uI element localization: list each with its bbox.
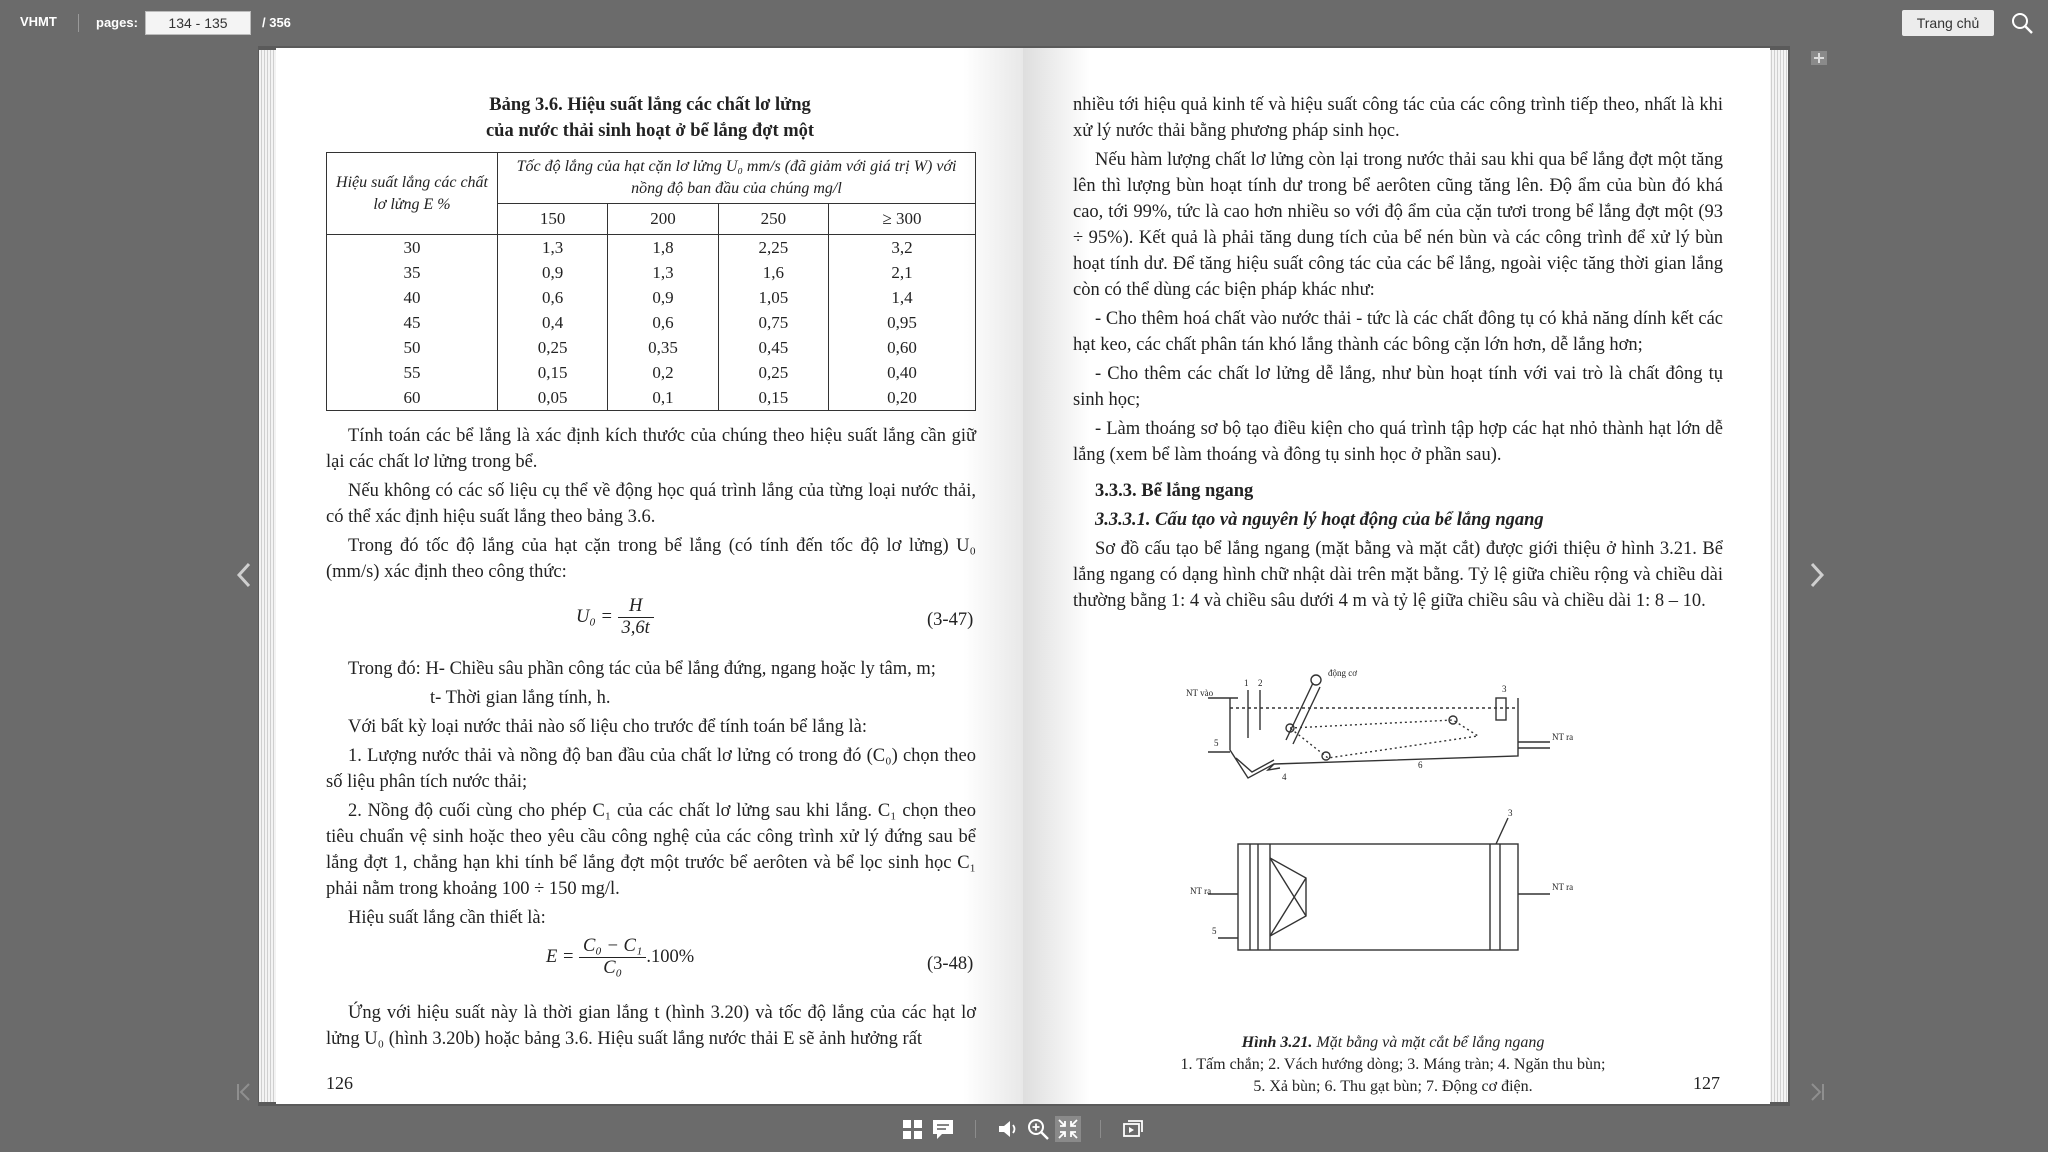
caption-figure-title: Mặt bằng và mặt cắt bể lắng ngang — [1312, 1034, 1545, 1051]
formula-3-47 — [576, 596, 654, 639]
toolbar-divider — [975, 1120, 976, 1138]
formula-numerator: H — [618, 596, 654, 618]
subsection-heading: 3.3.3.1. Cấu tạo và nguyên lý hoạt động của bể lắng ngang — [1095, 510, 1544, 530]
section-heading: 3.3.3. Bể lắng ngang — [1095, 481, 1254, 501]
first-page-icon[interactable] — [233, 1080, 257, 1104]
left-text-block-2 — [326, 656, 976, 934]
figure-caption-legend-1: 1. Tấm chắn; 2. Vách hướng dòng; 3. Máng tràn; 4. Ngăn thu bùn; — [1180, 1056, 1606, 1073]
table-row — [327, 360, 976, 385]
table-header-efficiency: Hiệu suất lắng các chất lơ lửng E % — [327, 153, 498, 235]
table-row — [327, 385, 976, 411]
figure-caption-legend-2: 5. Xả bùn; 6. Thu gạt bùn; 7. Động cơ điện. — [1253, 1078, 1533, 1095]
tank-section-outline — [1230, 698, 1518, 778]
table-cell: 0,05 — [498, 385, 608, 411]
equation-number: (3-47) — [927, 610, 974, 630]
figure-3-21-settling-tank — [1178, 668, 1618, 988]
table-cell: 3,2 — [828, 235, 975, 261]
pages-total: / 356 — [262, 15, 291, 30]
table-cell: 0,4 — [498, 310, 608, 335]
slideshow-icon[interactable] — [1120, 1116, 1146, 1142]
book-edge-right — [1768, 50, 1788, 1102]
table-cell: 0,9 — [608, 285, 718, 310]
paragraph: - Cho thêm hoá chất vào nước thải - tức là các chất đông tụ có khả năng dính kết các hạt keo, các chất phân tán khó lắng thành các bông cặn lớn hơn, dễ lắng hơn; — [1073, 309, 1723, 355]
table-cell: 0,9 — [498, 260, 608, 285]
table-row — [327, 260, 976, 285]
equation-number: (3-48) — [927, 954, 974, 974]
table-cell: 1,6 — [718, 260, 828, 285]
paragraph: Nếu không có các số liệu cụ thể về động học quá trình lắng của từng loại nước thải, có thể xác định hiệu suất lắng theo bảng 3.6. — [326, 481, 976, 527]
toolbar-divider — [1100, 1120, 1101, 1138]
figure-label-outlet-plan: NT ra — [1552, 882, 1574, 892]
formula-denominator: C₀ — [603, 958, 623, 978]
search-icon[interactable] — [2010, 11, 2034, 35]
formula-rhs: .100% — [646, 946, 695, 967]
previous-page-icon[interactable] — [233, 560, 257, 590]
tank-plan-outline — [1238, 844, 1518, 950]
table-cell: 1,8 — [608, 235, 718, 261]
caption-figure-number: Hình 3.21. — [1241, 1034, 1313, 1051]
fit-screen-icon[interactable] — [1055, 1116, 1081, 1142]
table-row — [327, 235, 976, 261]
page-number-left: 126 — [326, 1073, 353, 1093]
table-cell: 0,2 — [608, 360, 718, 385]
paragraph: Hiệu suất lắng cần thiết là: — [348, 908, 546, 928]
bottom-toolbar — [0, 1108, 2048, 1152]
comments-icon[interactable] — [930, 1116, 956, 1142]
paragraph: - Làm thoáng sơ bộ tạo điều kiện cho quá trình tập hợp các hạt nhỏ thành hạt lớn dễ lắng (xem bể làm thoáng và đông tụ sinh học ở phần sau). — [1073, 419, 1723, 465]
figure-label-motor: động cơ — [1328, 668, 1358, 678]
paragraph: Nếu hàm lượng chất lơ lửng còn lại trong nước thải sau khi qua bể lắng đợt một tăng lên thì lượng bùn hoạt tính dư trong bể aerôten cũng tăng lên. Độ ẩm của bùn đó khá cao, tới 99%, tức là cao hơn nhiều so với độ ẩm của cặn tươi trong bể lắng đợt một (93 ÷ 95%). Kết quả là phải tăng dung tích của bể nén bùn và các công trình để xử lý bùn hoạt tính dư. Để tăng hiệu suất công tác của các bể lắng, ngoài việc tăng thời gian lắng còn có thể dùng các biện pháp khác như: — [1073, 150, 1723, 300]
page-number-right: 127 — [1693, 1073, 1720, 1093]
table-cell: 1,4 — [828, 285, 975, 310]
table-subheader: 200 — [608, 204, 718, 235]
settling-efficiency-table — [326, 152, 976, 411]
table-title-line-1: Bảng 3.6. Hiệu suất lắng các chất lơ lửng — [489, 95, 811, 115]
table-cell: 45 — [327, 310, 498, 335]
table-cell: 0,6 — [498, 285, 608, 310]
table-cell: 0,25 — [498, 335, 608, 360]
thumbnails-grid-icon[interactable] — [900, 1116, 926, 1142]
overflow-weir — [1496, 698, 1506, 720]
paragraph: Tính toán các bể lắng là xác định kích thước của chúng theo hiệu suất lắng cần giữ lại các chất lơ lửng trong bể. — [326, 426, 976, 472]
table-cell: 0,1 — [608, 385, 718, 411]
table-row — [327, 335, 976, 360]
table-subheader: ≥ 300 — [828, 204, 975, 235]
figure-label-inlet: NT vào — [1186, 688, 1214, 698]
top-toolbar — [0, 0, 2048, 46]
table-cell: 0,6 — [608, 310, 718, 335]
page-number-input[interactable] — [145, 11, 251, 35]
paragraph: Trong đó tốc độ lắng của hạt cặn trong bể lắng (có tính đến tốc độ lơ lửng) U₀ (mm/s) xác định theo công thức: — [326, 536, 976, 582]
table-cell: 0,45 — [718, 335, 828, 360]
formula-lhs: E = — [546, 946, 575, 967]
table-cell: 1,3 — [608, 260, 718, 285]
figure-label: 5 — [1212, 926, 1217, 936]
paragraph: - Cho thêm các chất lơ lửng dễ lắng, như bùn hoạt tính với vai trò là chất đông tụ sinh học; — [1073, 364, 1723, 410]
table-cell: 2,25 — [718, 235, 828, 261]
table-row — [327, 310, 976, 335]
table-cell: 1,3 — [498, 235, 608, 261]
figure-label: 4 — [1282, 772, 1287, 782]
left-text-block-1 — [326, 423, 976, 588]
last-page-icon[interactable] — [1804, 1080, 1828, 1104]
paragraph: nhiều tới hiệu quả kinh tế và hiệu suất công tác của các công trình tiếp theo, nhất là khi xử lý nước thải bằng phương pháp sinh học. — [1073, 95, 1723, 141]
bookmark-icon[interactable] — [1810, 50, 1828, 66]
next-page-icon[interactable] — [1804, 560, 1828, 590]
sludge-scraper-chain — [1290, 720, 1478, 758]
toolbar-divider — [78, 14, 79, 32]
table-subheader: 150 — [498, 204, 608, 235]
formula-denominator: 3,6t — [621, 618, 650, 638]
table-cell: 0,75 — [718, 310, 828, 335]
table-cell: 55 — [327, 360, 498, 385]
table-cell: 2,1 — [828, 260, 975, 285]
sound-icon[interactable] — [996, 1116, 1022, 1142]
table-cell: 0,60 — [828, 335, 975, 360]
table-cell: 0,15 — [718, 385, 828, 411]
figure-label-outlet: NT ra — [1552, 732, 1574, 742]
right-text-block-1 — [1073, 92, 1723, 617]
table-header-velocity: Tốc độ lắng của hạt cặn lơ lửng U₀ mm/s (đã giảm với giá trị W) với nồng độ ban đầu của chúng mg/l — [498, 153, 976, 204]
figure-label: 3 — [1508, 808, 1513, 818]
table-cell: 0,15 — [498, 360, 608, 385]
table-cell: 0,35 — [608, 335, 718, 360]
formula-3-48 — [546, 936, 694, 979]
table-cell: 30 — [327, 235, 498, 261]
brand-label: VHMT — [20, 14, 57, 29]
table-row — [327, 285, 976, 310]
page-right[interactable] — [1023, 48, 1770, 1104]
home-button[interactable]: Trang chủ — [1902, 10, 1994, 36]
paragraph: 2. Nồng độ cuối cùng cho phép C₁ của các chất lơ lửng sau khi lắng. C₁ chọn theo tiêu chuẩn vệ sinh hoặc theo yêu cầu công nghệ của các công trình xử lý đứng sau bể lắng đợt 1, chẳng hạn khi tính bể lắng đợt một trước bể aerôten và bể lọc sinh học C₁ phải nằm trong khoảng 100 ÷ 150 mg/l. — [326, 801, 976, 899]
figure-label: 3 — [1502, 684, 1507, 694]
paragraph: t- Thời gian lắng tính, h. — [430, 688, 611, 708]
table-cell: 50 — [327, 335, 498, 360]
table-cell: 40 — [327, 285, 498, 310]
table-cell: 1,05 — [718, 285, 828, 310]
table-cell: 0,40 — [828, 360, 975, 385]
table-cell: 0,95 — [828, 310, 975, 335]
paragraph: Sơ đồ cấu tạo bể lắng ngang (mặt bằng và mặt cắt) được giới thiệu ở hình 3.21. Bể lắng ngang có dạng hình chữ nhật dài trên mặt bằng. Tỷ lệ giữa chiều rộng và chiều dài thường bằng 1: 4 và chiều sâu dưới 4 m và tỷ lệ giữa chiều sâu và chiều dài 1: 8 – 10. — [1073, 539, 1723, 611]
figure-label-inlet-plan: NT ra — [1190, 886, 1212, 896]
pages-label: pages: — [96, 15, 138, 30]
figure-caption-title — [1063, 1032, 1723, 1054]
table-subheader: 250 — [718, 204, 828, 235]
figure-label: 1 — [1244, 678, 1249, 688]
figure-label: 5 — [1214, 738, 1219, 748]
page-left[interactable] — [276, 48, 1023, 1104]
formula-lhs: U₀ = — [576, 606, 613, 627]
table-cell: 0,20 — [828, 385, 975, 411]
figure-label: 2 — [1258, 678, 1263, 688]
motor-icon — [1311, 675, 1321, 685]
paragraph: Trong đó: H- Chiều sâu phần công tác của bể lắng đứng, ngang hoặc ly tâm, m; — [348, 659, 936, 679]
sludge-pit-plan — [1270, 858, 1306, 936]
paragraph: Ứng với hiệu suất này là thời gian lắng t (hình 3.20) và tốc độ lắng của các hạt lơ lửng U₀ (hình 3.20b) hoặc bảng 3.6. Hiệu suất lắng nước thải E sẽ ảnh hưởng rất — [326, 1003, 976, 1049]
table-cell: 60 — [327, 385, 498, 411]
paragraph: Với bất kỳ loại nước thải nào số liệu cho trước để tính toán bể lắng là: — [348, 717, 867, 737]
paragraph: 1. Lượng nước thải và nồng độ ban đầu của chất lơ lửng có trong đó (C₀) chọn theo số liệu phân tích nước thải; — [326, 746, 976, 792]
table-cell: 35 — [327, 260, 498, 285]
table-cell: 0,25 — [718, 360, 828, 385]
left-text-block-3 — [326, 1000, 976, 1055]
table-title-line-2: của nước thải sinh hoạt ở bể lắng đợt một — [485, 121, 815, 141]
formula-numerator: C₀ − C₁ — [579, 936, 646, 958]
figure-label: 6 — [1418, 760, 1423, 770]
zoom-in-icon[interactable] — [1025, 1116, 1051, 1142]
